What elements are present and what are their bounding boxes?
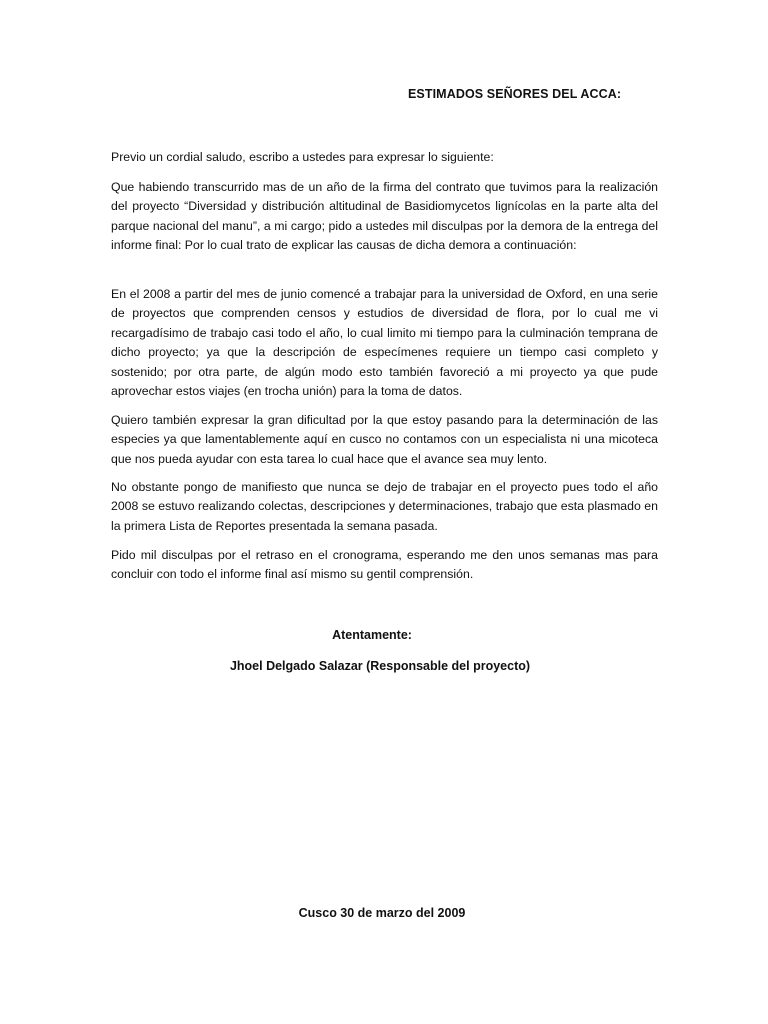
letter-greeting: Previo un cordial saludo, escribo a ustedes para expresar lo siguiente: [111,150,494,164]
letter-paragraph-4: No obstante pongo de manifiesto que nunca se dejo de trabajar en el proyecto pues todo el año 2008 se estuvo realizando colectas, descripciones y determinaciones, trabajo que esta plasmado en la primera Lista de Reportes presentada la semana pasada. [111,480,658,533]
letter-closing: Atentamente: [332,628,412,642]
letter-paragraph-2: En el 2008 a partir del mes de junio comencé a trabajar para la universidad de Oxford, en una serie de proyectos que comprenden censos y estudios de diversidad de flora, por lo cual me vi recargadísimo de trabajo casi todo el año, lo cual limito mi tiempo para la culminación temprana de dicho proyecto; ya que la descripción de especímenes requiere un tiempo casi completo y sostenido; por otra parte, de algún modo esto también favoreció a mi proyecto ya que pude aprovechar estos viajes (en trocha unión) para la toma de datos. [111,287,658,399]
letter-heading: ESTIMADOS SEÑORES DEL ACCA: [408,87,622,101]
letter-paragraph-5: Pido mil disculpas por el retraso en el cronograma, esperando me den unos semanas mas para concluir con todo el informe final así mismo su gentil comprensión. [111,548,658,582]
letter-paragraph-1: Que habiendo transcurrido mas de un año de la firma del contrato que tuvimos para la realización del proyecto “Diversidad y distribución altitudinal de Basidiomycetos lignícolas en la parte alta del parque nacional del manu”, a mi cargo; pido a ustedes mil disculpas por la demora de la entrega del informe final: Por lo cual trato de explicar las causas de dicha demora a continuación: [111,180,658,253]
letter-signature: Jhoel Delgado Salazar (Responsable del proyecto) [229,659,531,673]
letter-paragraph-3: Quiero también expresar la gran dificultad por la que estoy pasando para la determinación de las especies ya que lamentablemente aquí en cusco no contamos con un especialista ni una micoteca que nos pueda ayudar con esta tarea lo cual hace que el avance sea muy lento. [111,413,658,466]
letter-place-date: Cusco 30 de marzo del 2009 [298,906,466,920]
